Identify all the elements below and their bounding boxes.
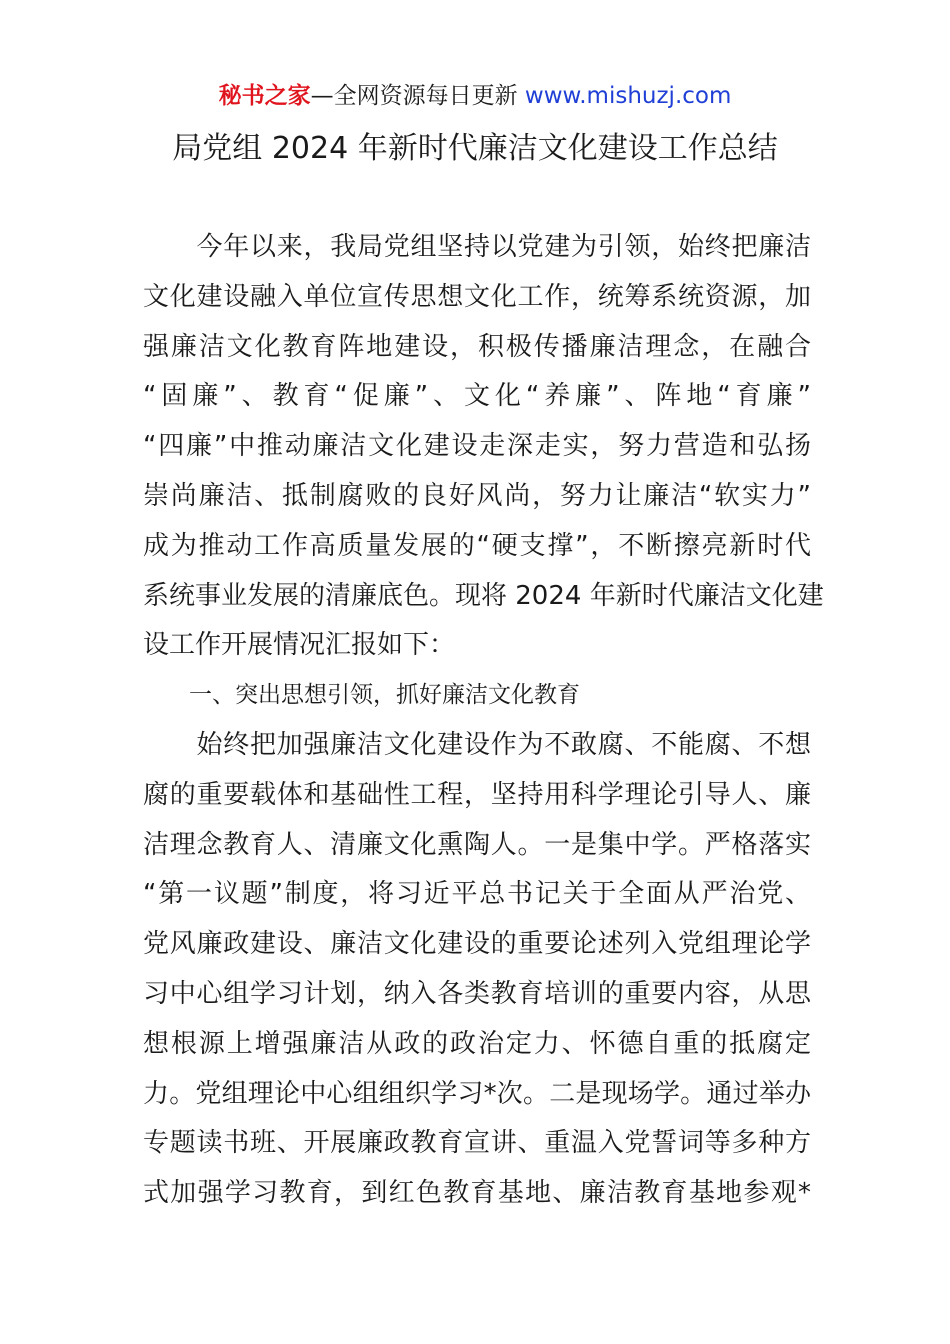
paragraph-line: 专题读书班、开展廉政教育宣讲、重温入党誓词等多种方 xyxy=(143,1128,811,1159)
site-brand: 秘书之家 xyxy=(218,83,311,109)
site-url-link[interactable]: www.mishuzj.com xyxy=(524,83,732,109)
paragraph-line: 腐的重要载体和基础性工程，坚持用科学理论引导人、廉 xyxy=(143,779,811,810)
section-heading: 一、突出思想引领，抓好廉洁文化教育 xyxy=(143,682,580,709)
paragraph-line: 力。党组理论中心组组织学习*次。二是现场学。通过举办 xyxy=(143,1078,811,1109)
paragraph-line: 习中心组学习计划，纳入各类教育培训的重要内容，从思 xyxy=(143,978,811,1009)
paragraph-line: 党风廉政建设、廉洁文化建设的重要论述列入党组理论学 xyxy=(143,929,811,960)
paragraph-line: “第一议题”制度，将习近平总书记关于全面从严治党、 xyxy=(143,879,811,910)
paragraph-line: 设工作开展情况汇报如下： xyxy=(143,630,456,661)
paragraph-line: “固廉”、教育“促廉”、文化“养廉”、阵地“育廉” xyxy=(143,381,811,412)
paragraph-line: “四廉”中推动廉洁文化建设走深走实，努力营造和弘扬 xyxy=(143,431,811,462)
site-tagline: —全网资源每日更新 xyxy=(310,83,518,109)
paragraph-line: 今年以来，我局党组坚持以党建为引领，始终把廉洁 xyxy=(143,232,811,262)
paragraph-line: 系统事业发展的清廉底色。现将 2024 年新时代廉洁文化建 xyxy=(143,580,824,611)
document-body xyxy=(143,223,824,1219)
paragraph-line: 崇尚廉洁、抵制腐败的良好风尚，努力让廉洁“软实力” xyxy=(143,480,811,511)
site-header xyxy=(0,80,950,112)
paragraph-line: 式加强学习教育，到红色教育基地、廉洁教育基地参观* xyxy=(143,1178,811,1209)
paragraph-line: 始终把加强廉洁文化建设作为不敢腐、不能腐、不想 xyxy=(143,729,811,760)
paragraph-line: 想根源上增强廉洁从政的政治定力、怀德自重的抵腐定 xyxy=(143,1028,811,1059)
paragraph-line: 文化建设融入单位宣传思想文化工作，统筹系统资源，加 xyxy=(143,281,811,312)
paragraph-line: 洁理念教育人、清廉文化熏陶人。一是集中学。严格落实 xyxy=(143,829,811,860)
paragraph-line: 强廉洁文化教育阵地建设，积极传播廉洁理念，在融合 xyxy=(143,331,811,362)
paragraph-line: 成为推动工作高质量发展的“硬支撑”，不断擦亮新时代 xyxy=(143,530,811,561)
document-title: 局党组 2024 年新时代廉洁文化建设工作总结 xyxy=(172,131,778,166)
